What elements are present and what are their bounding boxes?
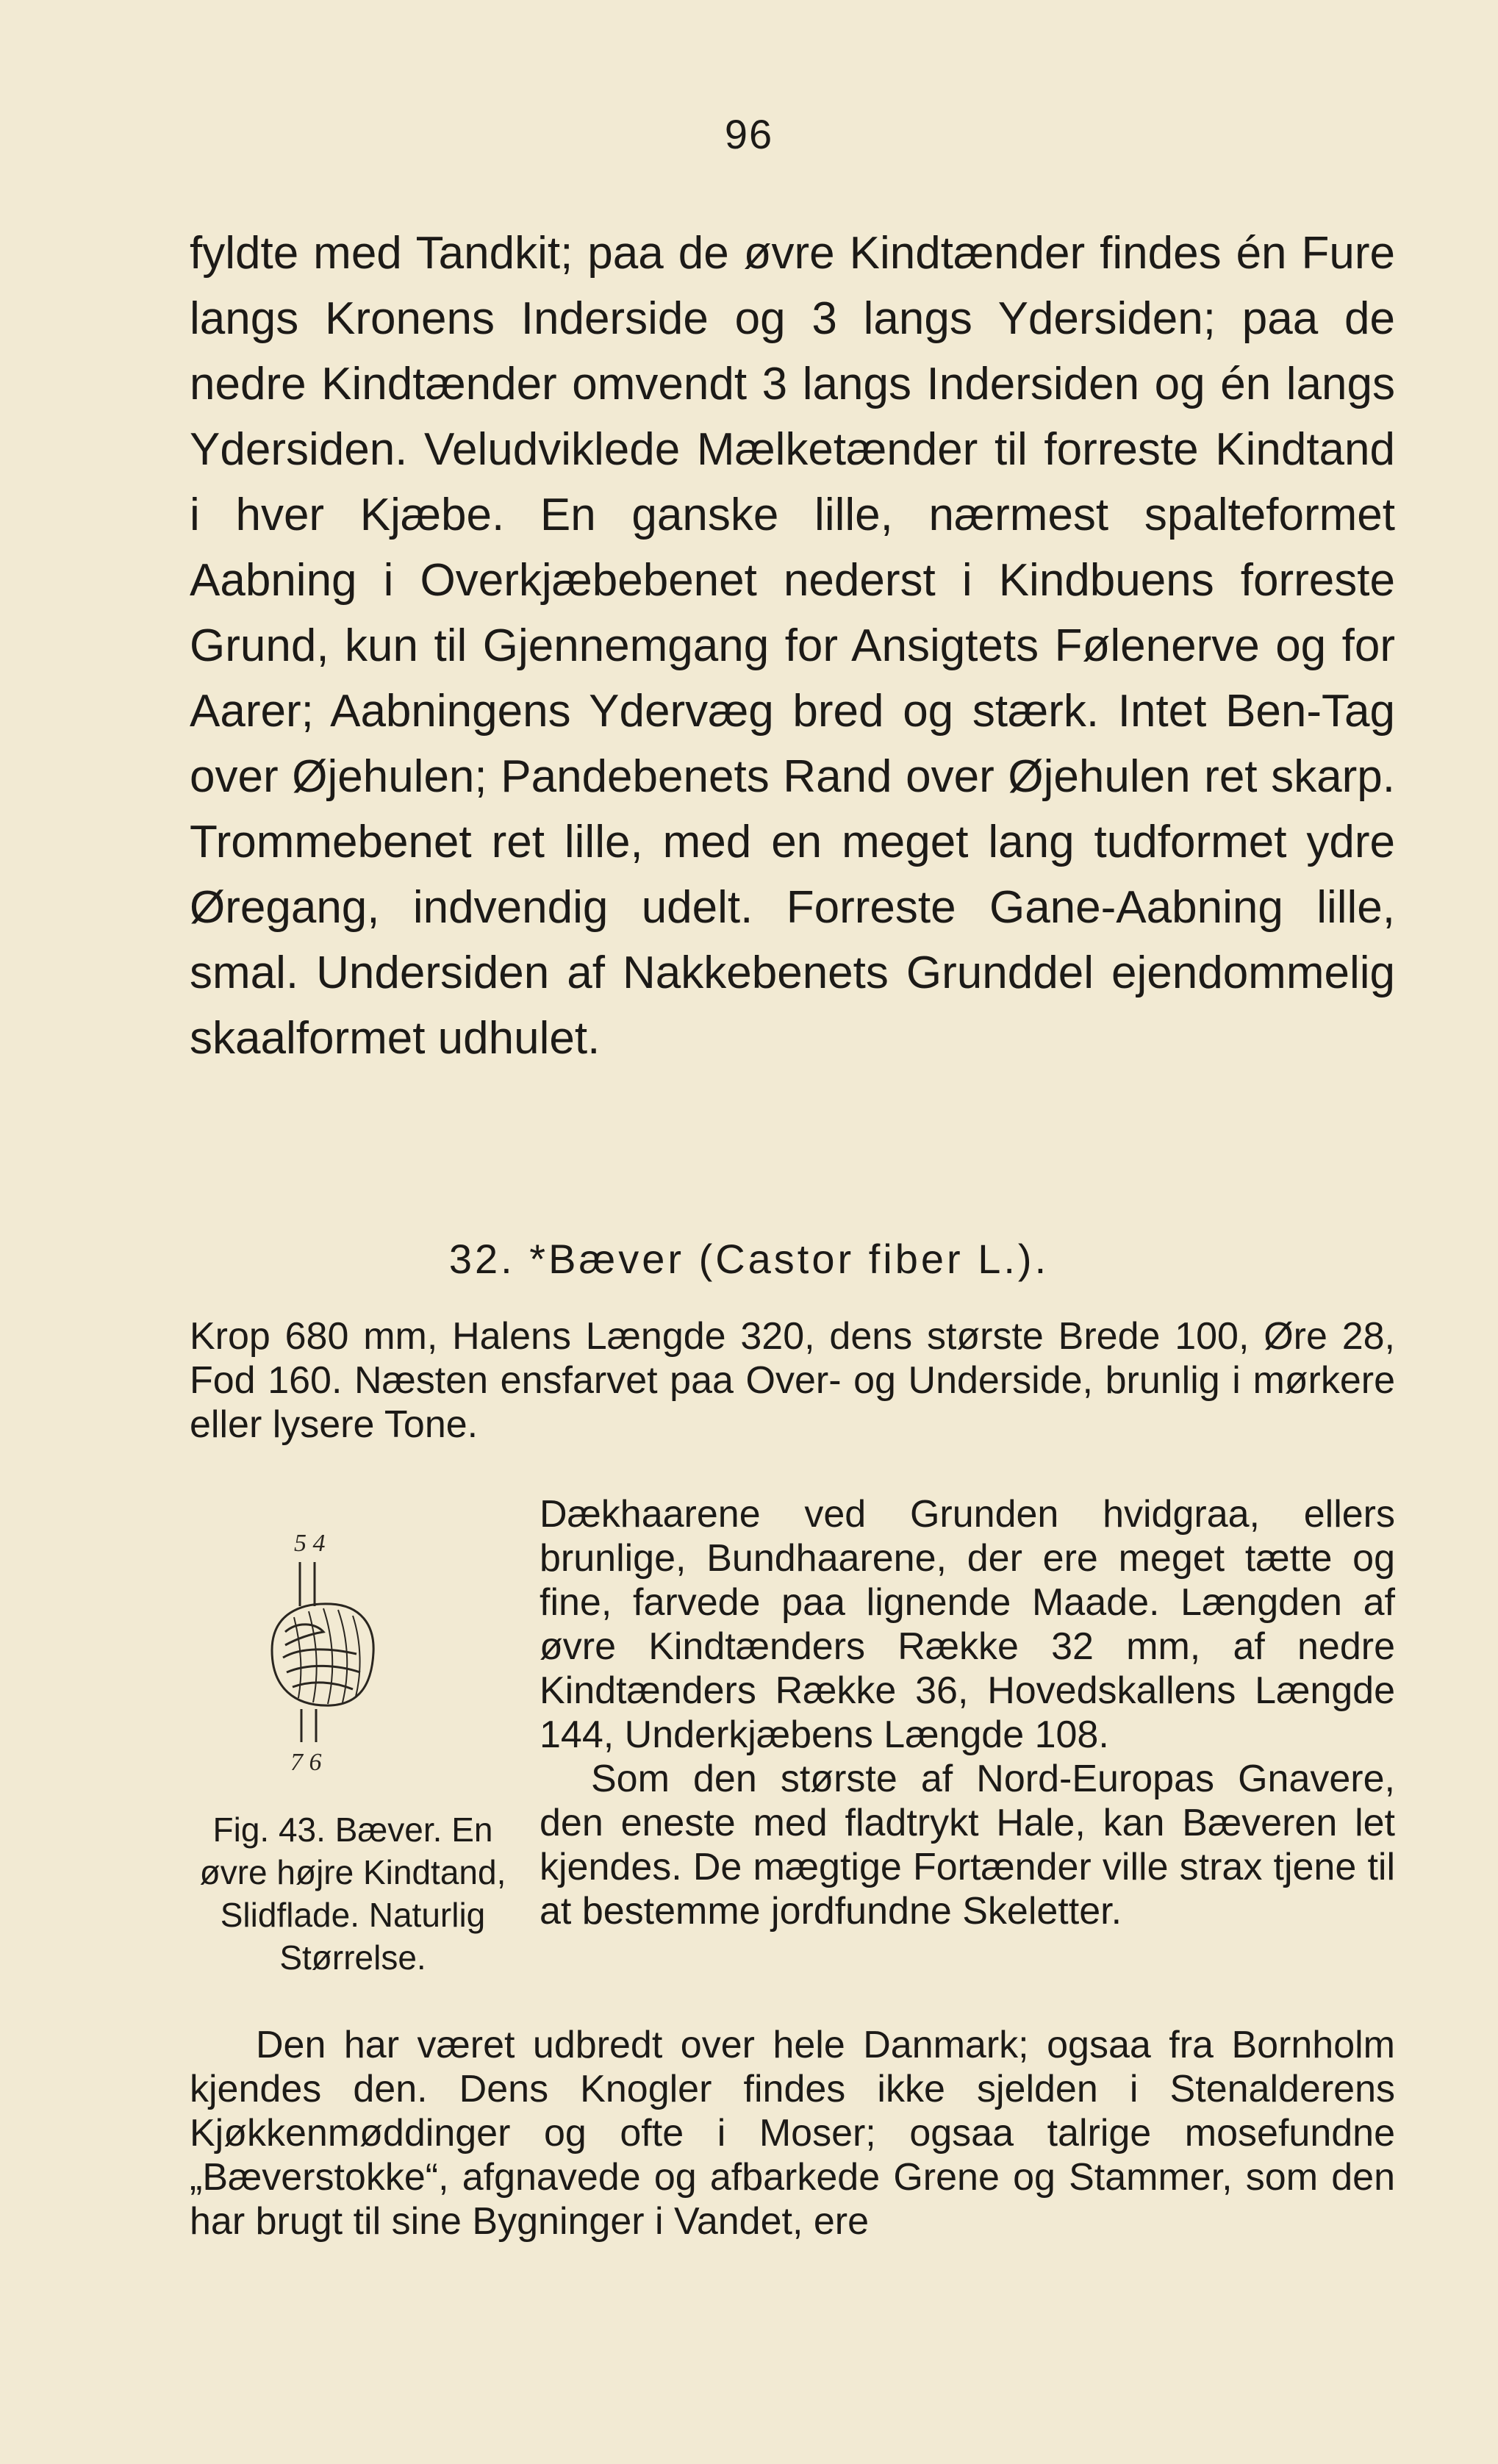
section-heading: 32. *Bæver (Castor fiber L.).	[448, 1236, 1050, 1282]
beaver-molar-drawing-icon	[250, 1522, 441, 1772]
figure-43	[250, 1522, 441, 1772]
paragraph-bottom: Den har været udbredt over hele Danmark; ogsaa fra Bornholm kjendes den. Dens Knogler findes ikke sjelden i Stenalderens Kjøkkenmøddinger og ofte i Moser; ogsaa talrige mosefundne „Bæverstokke“, afgnavede og afbarkede Grene og Stammer, som den har brugt til sine Bygninger i Vandet, ere	[190, 2024, 1395, 2243]
page-number: 96	[724, 111, 774, 157]
paragraph-main: fyldte med Tandkit; paa de øvre Kindtænder findes én Fure langs Kronens Inderside og 3 langs Ydersiden; paa de nedre Kindtænder omvendt 3 langs Indersiden og én langs Ydersiden. Veludviklede Mælketænder til forreste Kindtand i hver Kjæbe. En ganske lille, nærmest spalteformet Aabning i Overkjæbebenet nederst i Kindbuens forreste Grund, kun til Gjennemgang for Ansigtets Følenerve og for Aarer; Aabningens Ydervæg bred og stærk. Intet Ben-Tag over Øjehulen; Pandebenets Rand over Øjehulen ret skarp. Trommebenet ret lille, med en meget lang tudformet ydre Øregang, indvendig udelt. Forreste Gane-Aabning lille, smal. Undersiden af Nakkebenets Grunddel ejendommelig skaalformet udhulet.	[190, 228, 1395, 1064]
side-column	[540, 1492, 1395, 1933]
paragraph-column-1: Dækhaarene ved Grunden hvidgraa, ellers brunlige, Bundhaarene, der ere meget tætte og fine, farvede paa lignende Maade. Længden af øvre Kindtænders Række 32 mm, af nedre Kindtænders Række 36, Hovedskallens Længde 144, Underkjæbens Længde 108.	[540, 1493, 1395, 1756]
figure-caption: Fig. 43. Bæver. En øvre højre Kindtand, Slidflade. Naturlig Størrelse.	[199, 1811, 506, 1977]
figure-label-top: 5 4	[294, 1530, 326, 1557]
paragraph-intro: Krop 680 mm, Halens Længde 320, dens største Brede 100, Øre 28, Fod 160. Næsten ensfarvet paa Over- og Underside, brunlig i mørkere eller lysere Tone.	[190, 1315, 1395, 1446]
paragraph-column-2: Som den største af Nord-Europas Gnavere, den eneste med fladtrykt Hale, kan Bæveren let kjendes. De mægtige Fortænder ville strax tjene til at bestemme jordfundne Skeletter.	[540, 1758, 1395, 1933]
figure-label-bottom: 7 6	[290, 1749, 322, 1772]
